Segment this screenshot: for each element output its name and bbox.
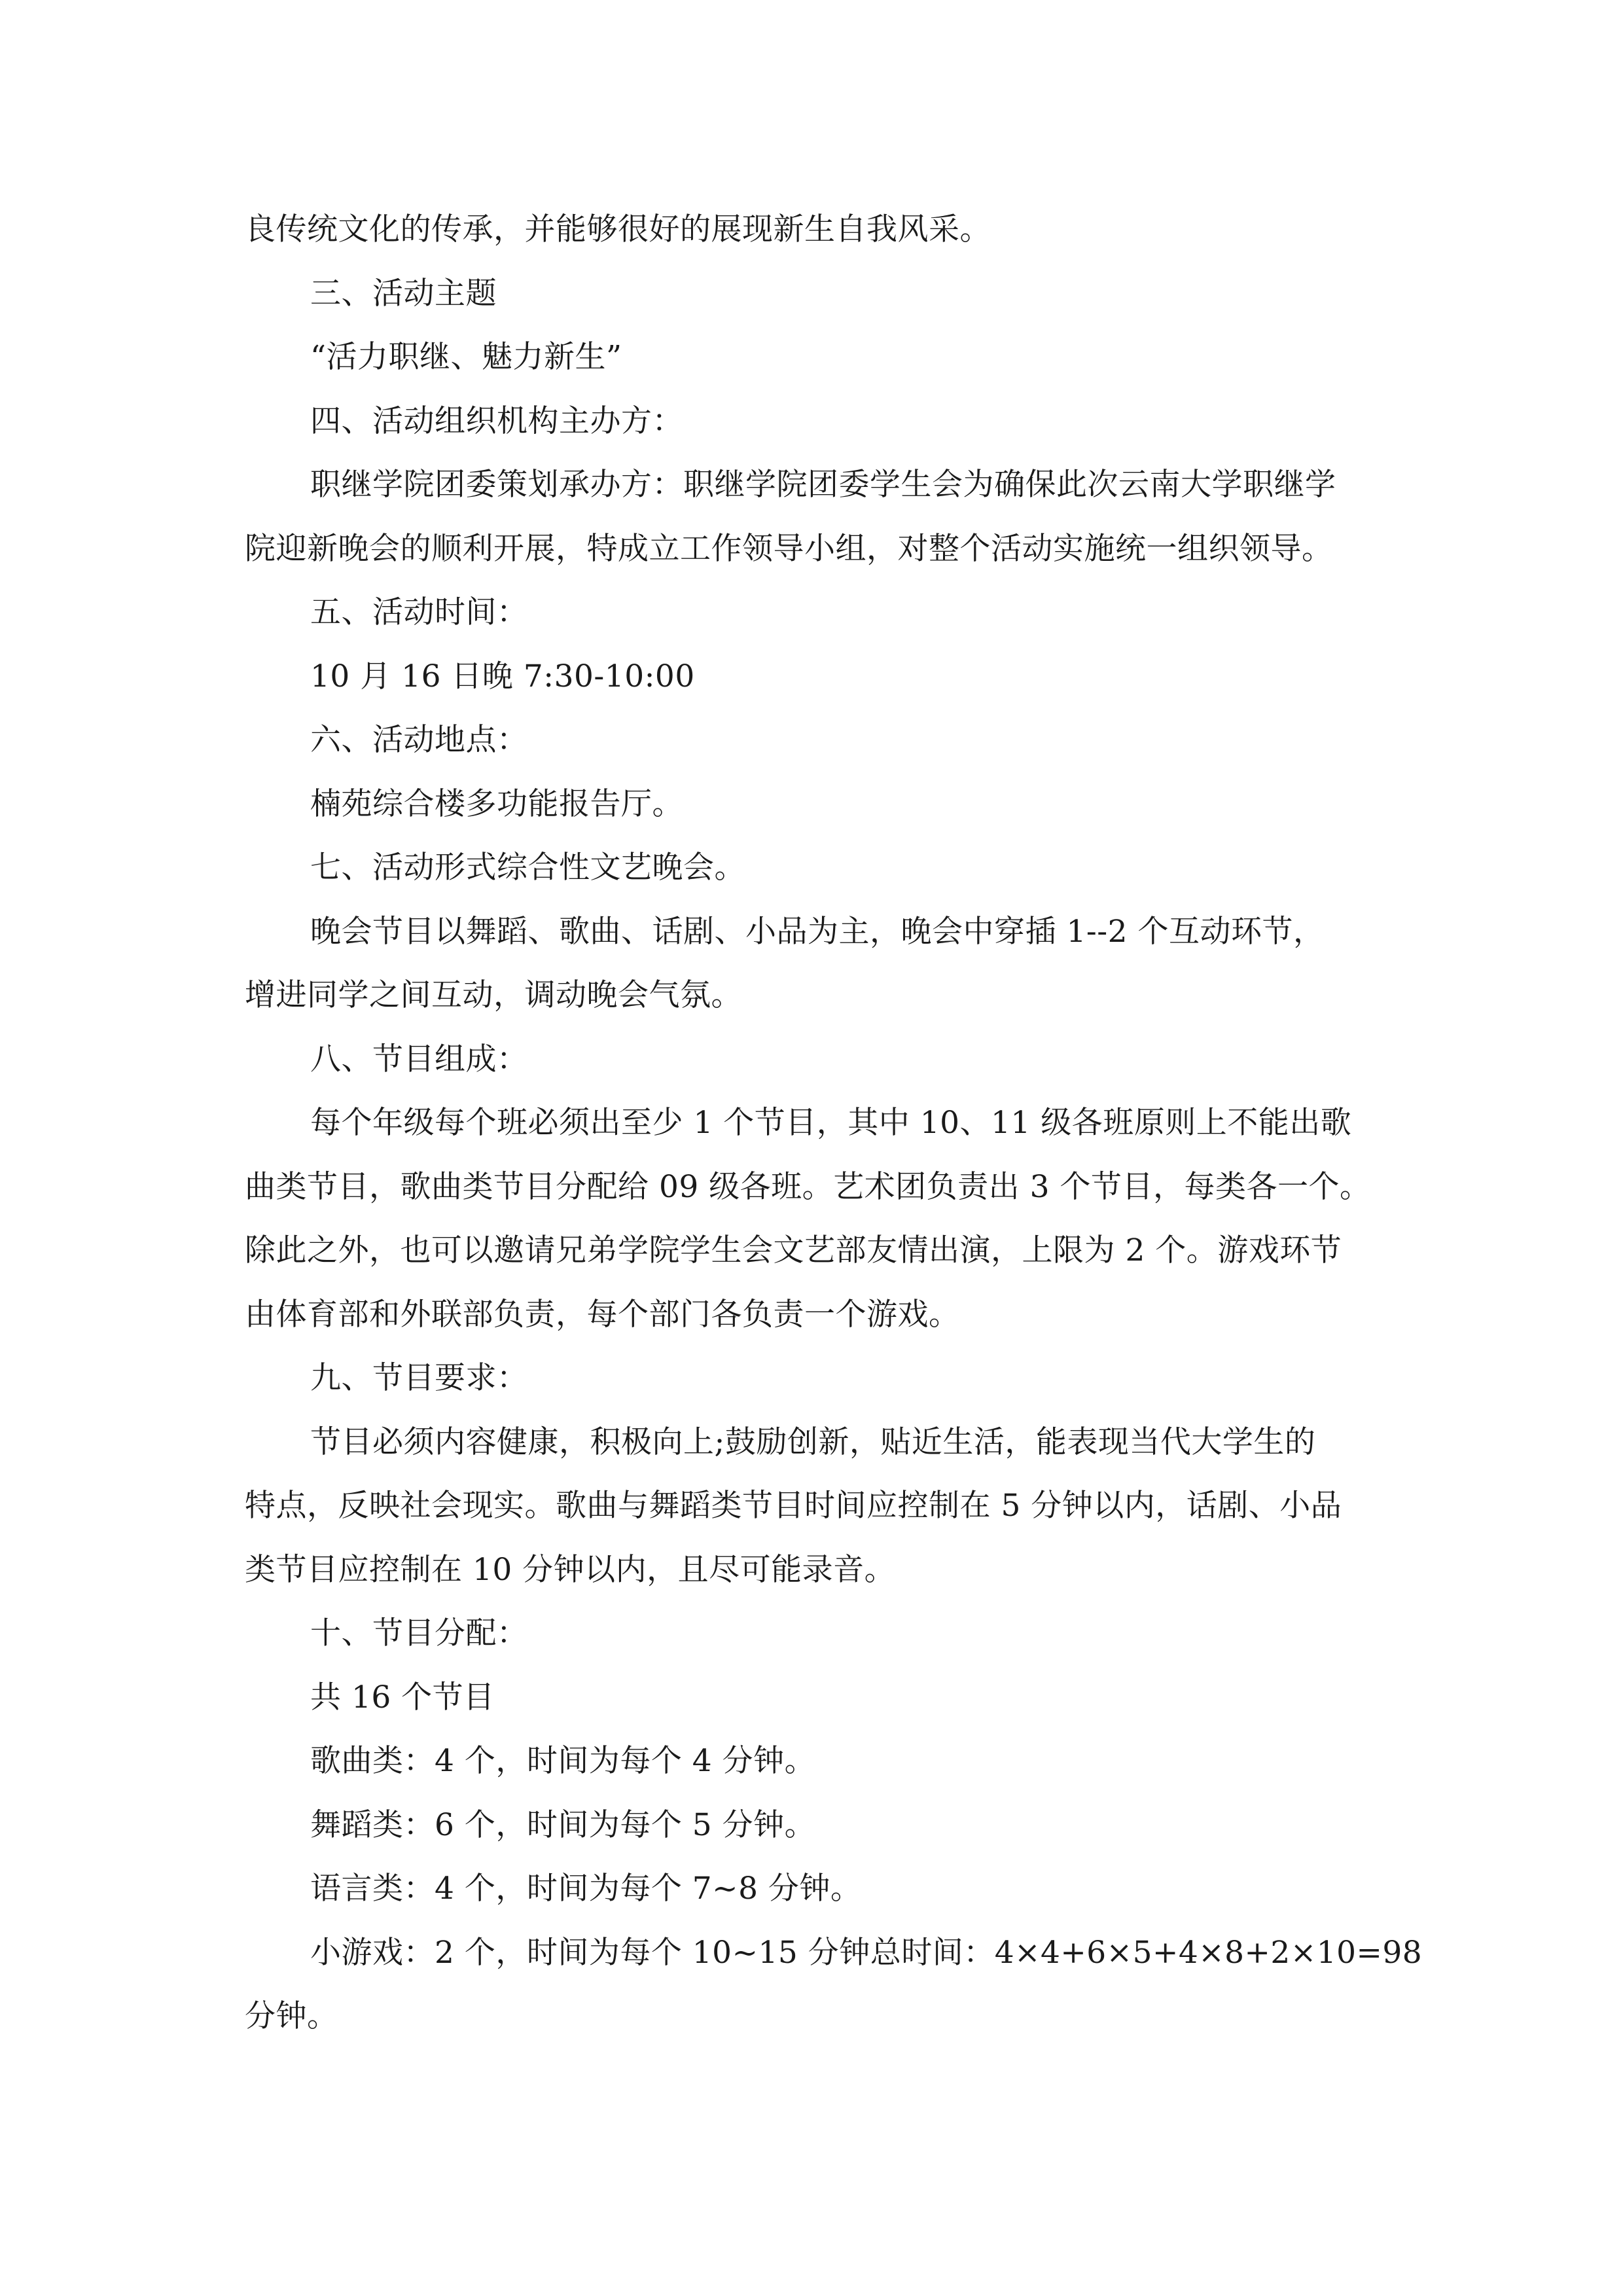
- theme-slogan: “活力职继、魅力新生”: [310, 339, 622, 375]
- body-text-line: 由体育部和外联部负责，每个部门各负责一个游戏。: [245, 1296, 960, 1333]
- section-heading-format: 七、活动形式综合性文艺晚会。: [310, 850, 745, 886]
- event-time: 10 月 16 日晚 7:30-10:00: [310, 658, 695, 694]
- body-text-line: 除此之外，也可以邀请兄弟学院学生会文艺部友情出演，上限为 2 个。游戏环节: [245, 1232, 1342, 1268]
- program-total: 共 16 个节目: [310, 1679, 495, 1715]
- body-text-line: 节目必须内容健康，积极向上;鼓励创新，贴近生活，能表现当代大学生的: [310, 1424, 1316, 1460]
- allocation-dances: 舞蹈类：6 个，时间为每个 5 分钟。: [310, 1806, 816, 1843]
- body-text-line: 分钟。: [245, 1998, 338, 2034]
- section-heading-allocation: 十、节目分配：: [310, 1615, 528, 1651]
- section-heading-organizer: 四、活动组织机构主办方：: [310, 403, 683, 439]
- section-heading-time: 五、活动时间：: [310, 594, 528, 630]
- body-text-line: 曲类节目，歌曲类节目分配给 09 级各班。艺术团负责出 3 个节目，每类各一个。: [245, 1168, 1371, 1205]
- section-heading-composition: 八、节目组成：: [310, 1041, 528, 1077]
- body-text-line: 院迎新晚会的顺利开展，特成立工作领导小组，对整个活动实施统一组织领导。: [245, 530, 1333, 567]
- body-text-line: 良传统文化的传承，并能够很好的展现新生自我风采。: [245, 211, 991, 247]
- body-text-line: 晚会节目以舞蹈、歌曲、话剧、小品为主，晚会中穿插 1--2 个互动环节，: [310, 913, 1325, 950]
- section-heading-requirements: 九、节目要求：: [310, 1360, 528, 1396]
- section-heading-theme: 三、活动主题: [310, 275, 497, 312]
- section-heading-location: 六、活动地点：: [310, 722, 528, 758]
- body-text-line: 类节目应控制在 10 分钟以内，且尽可能录音。: [245, 1551, 896, 1588]
- event-location: 楠苑综合楼多功能报告厅。: [310, 785, 683, 822]
- body-text-line: 职继学院团委策划承办方：职继学院团委学生会为确保此次云南大学职继学: [310, 467, 1336, 503]
- body-text-line: 特点，反映社会现实。歌曲与舞蹈类节目时间应控制在 5 分钟以内，话剧、小品: [245, 1488, 1342, 1524]
- document-body: [245, 198, 1423, 2049]
- allocation-songs: 歌曲类：4 个，时间为每个 4 分钟。: [310, 1743, 816, 1779]
- body-text-line: 增进同学之间互动，调动晚会气氛。: [245, 977, 742, 1013]
- allocation-language: 语言类：4 个，时间为每个 7~8 分钟。: [310, 1871, 862, 1907]
- body-text-line: 每个年级每个班必须出至少 1 个节目，其中 10、11 级各班原则上不能出歌: [310, 1105, 1352, 1141]
- allocation-games: 小游戏：2 个，时间为每个 10~15 分钟总时间：4×4+6×5+4×8+2×10=98: [310, 1934, 1423, 1971]
